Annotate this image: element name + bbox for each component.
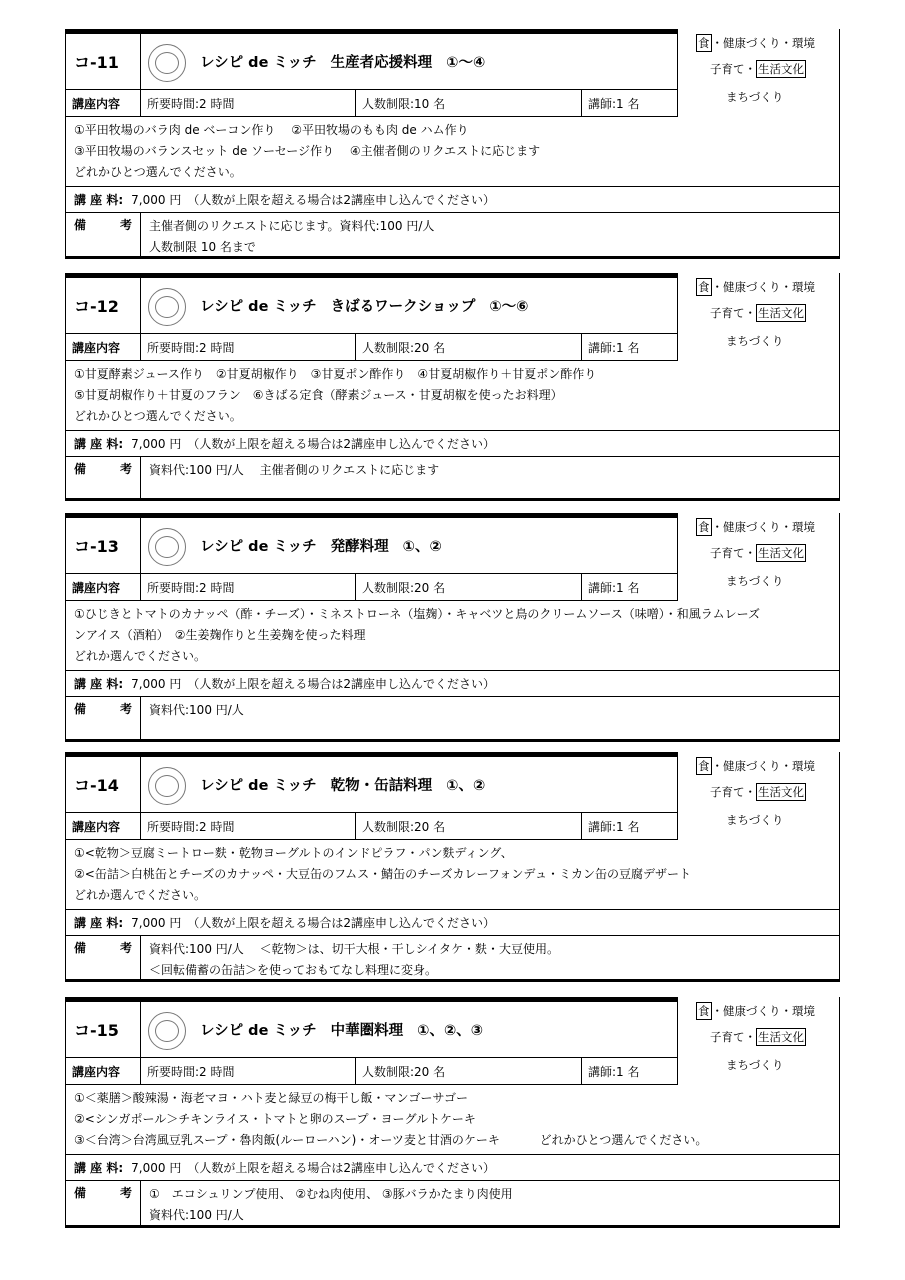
info-label: 講座内容 (66, 813, 141, 839)
fee-amount: 7,000 円 (131, 916, 182, 930)
course-content (66, 840, 839, 910)
info-teacher: 講師:1 名 (582, 813, 679, 839)
fee-label: 講 座 料: (74, 1161, 124, 1175)
tag-health: ・健康づくり・環境 (711, 759, 815, 773)
tag-community: まちづくり (726, 90, 784, 104)
tag-culture: 生活文化 (758, 785, 804, 799)
course-notes (66, 697, 839, 739)
category-tags (677, 29, 839, 117)
course-code: コ-11 (66, 34, 141, 89)
course-content (66, 117, 839, 187)
notes-text (141, 1181, 839, 1229)
course-name: 発酵料理 (330, 539, 389, 555)
course-notes (66, 213, 839, 256)
tag-community: まちづくり (726, 334, 784, 348)
course-name: 生産者応援料理 (330, 55, 433, 71)
course-fee (66, 910, 839, 936)
fee-amount: 7,000 円 (131, 437, 182, 451)
course-content-line: どれかひとつ選んでください。 (74, 409, 242, 423)
tag-health: ・健康づくり・環境 (711, 1004, 815, 1018)
info-capacity: 人数制限:10 名 (356, 90, 582, 116)
course-title (200, 34, 499, 89)
info-label: 講座内容 (66, 90, 141, 116)
course-fee (66, 431, 839, 457)
fee-amount: 7,000 円 (131, 1161, 182, 1175)
course-title (200, 1002, 497, 1057)
fee-note: （人数が上限を超える場合は2講座申し込んでください） (187, 193, 495, 207)
course-title (200, 518, 456, 573)
tag-food: 食 (698, 759, 710, 773)
info-label: 講座内容 (66, 334, 141, 360)
course-title (200, 757, 499, 812)
notes-label: 備 考 (66, 457, 141, 498)
notes-label: 備 考 (66, 213, 141, 256)
category-tags (677, 997, 839, 1085)
course-content-line: ①＜薬膳＞酸辣湯・海老マヨ・ハト麦と緑豆の梅干し飯・マンゴーサゴー (74, 1091, 469, 1105)
course-content-line: ⑤甘夏胡椒作り＋甘夏のフラン ⑥きばる定食（酵素ジュース・甘夏胡椒を使ったお料理） (74, 388, 563, 402)
notes-label: 備 考 (66, 1181, 141, 1225)
course-note-line: ＜回転備蓄の缶詰＞を使っておもてなし料理に変身。 (149, 963, 438, 977)
tag-community: まちづくり (726, 813, 784, 827)
tag-health: ・健康づくり・環境 (711, 36, 815, 50)
fee-amount: 7,000 円 (131, 193, 182, 207)
course-name: 中華圏料理 (330, 1023, 404, 1039)
course-card (65, 752, 840, 982)
course-code: コ-12 (66, 278, 141, 333)
info-teacher: 講師:1 名 (582, 90, 679, 116)
tag-food: 食 (698, 36, 710, 50)
course-code: コ-14 (66, 757, 141, 812)
info-label: 講座内容 (66, 1058, 141, 1084)
tag-culture: 生活文化 (758, 306, 804, 320)
tag-parenting: 子育て・ (710, 306, 756, 320)
info-teacher: 講師:1 名 (582, 574, 679, 600)
notes-text (141, 213, 839, 261)
course-numbers: ①〜④ (446, 55, 486, 71)
course-card (65, 273, 840, 501)
info-teacher: 講師:1 名 (582, 1058, 679, 1084)
fee-note: （人数が上限を超える場合は2講座申し込んでください） (187, 677, 495, 691)
tag-culture: 生活文化 (758, 1030, 804, 1044)
course-card (65, 513, 840, 742)
fee-note: （人数が上限を超える場合は2講座申し込んでください） (187, 437, 495, 451)
recipe-logo-icon (148, 767, 186, 805)
course-name: 乾物・缶詰料理 (330, 778, 433, 794)
recipe-logo-icon (148, 44, 186, 82)
tag-community: まちづくり (726, 1058, 784, 1072)
notes-label: 備 考 (66, 697, 141, 739)
info-time: 所要時間:2 時間 (141, 1058, 356, 1084)
course-numbers: ①、② (402, 539, 442, 555)
course-content-line: ①ひじきとトマトのカナッペ（酢・チーズ）・ミネストローネ（塩麹）・キャベツと鳥のクリームソース（味噌）・和風ラムレーズ (74, 607, 761, 621)
info-time: 所要時間:2 時間 (141, 574, 356, 600)
course-content-line: どれかひとつ選んでください。 (74, 165, 242, 179)
course-content (66, 361, 839, 431)
category-tags (677, 273, 839, 361)
notes-text (141, 697, 839, 724)
tag-food: 食 (698, 1004, 710, 1018)
recipe-logo-icon (148, 288, 186, 326)
course-fee (66, 187, 839, 213)
tag-community: まちづくり (726, 574, 784, 588)
course-series: レシピ de ミッチ (200, 539, 317, 555)
recipe-logo-icon (148, 1012, 186, 1050)
course-notes (66, 457, 839, 498)
fee-label: 講 座 料: (74, 916, 124, 930)
info-capacity: 人数制限:20 名 (356, 1058, 582, 1084)
course-code: コ-15 (66, 1002, 141, 1057)
info-capacity: 人数制限:20 名 (356, 334, 582, 360)
course-numbers: ①、② (446, 778, 486, 794)
course-content-line: ンアイス（酒粕） ②生姜麹作りと生姜麹を使った料理 (74, 628, 366, 642)
fee-note: （人数が上限を超える場合は2講座申し込んでください） (187, 1161, 495, 1175)
info-capacity: 人数制限:20 名 (356, 574, 582, 600)
info-time: 所要時間:2 時間 (141, 813, 356, 839)
course-content-line: どれか選んでください。 (74, 888, 207, 902)
fee-label: 講 座 料: (74, 193, 124, 207)
notes-text (141, 936, 839, 984)
info-capacity: 人数制限:20 名 (356, 813, 582, 839)
tag-health: ・健康づくり・環境 (711, 280, 815, 294)
course-content-line: ①平田牧場のバラ肉 de ベーコン作り ②平田牧場のもも肉 de ハム作り (74, 123, 469, 137)
course-fee (66, 1155, 839, 1181)
tag-food: 食 (698, 280, 710, 294)
course-content-line: ②<缶詰＞白桃缶とチーズのカナッペ・大豆缶のフムス・鯖缶のチーズカレーフォンデュ・ミカン缶の豆腐デザート (74, 867, 691, 881)
course-content (66, 601, 839, 671)
recipe-logo-icon (148, 528, 186, 566)
course-content-line: どれか選んでください。 (74, 649, 207, 663)
tag-parenting: 子育て・ (710, 1030, 756, 1044)
course-series: レシピ de ミッチ (200, 55, 317, 71)
notes-text (141, 457, 839, 484)
info-time: 所要時間:2 時間 (141, 90, 356, 116)
course-content-line: ③平田牧場のバランスセット de ソーセージ作り ④主催者側のリクエストに応じます (74, 144, 541, 158)
tag-parenting: 子育て・ (710, 546, 756, 560)
course-card (65, 997, 840, 1228)
fee-amount: 7,000 円 (131, 677, 182, 691)
tag-culture: 生活文化 (758, 546, 804, 560)
course-fee (66, 671, 839, 697)
course-series: レシピ de ミッチ (200, 299, 317, 315)
course-card (65, 29, 840, 259)
course-note-line: 資料代:100 円/人 ＜乾物＞は、切干大根・干しシイタケ・麩・大豆使用。 (149, 942, 560, 956)
category-tags (677, 513, 839, 601)
course-code: コ-13 (66, 518, 141, 573)
course-name: きばるワークショップ (330, 299, 476, 315)
tag-culture: 生活文化 (758, 62, 804, 76)
course-content-line: ①<乾物＞豆腐ミートロー麩・乾物ヨーグルトのインドピラフ・パン麩ディング、 (74, 846, 513, 860)
fee-label: 講 座 料: (74, 437, 124, 451)
course-note-line: 人数制限 10 名まで (149, 240, 256, 254)
course-content-line: ①甘夏酵素ジュース作り ②甘夏胡椒作り ③甘夏ポン酢作り ④甘夏胡椒作り＋甘夏ポン酢作り (74, 367, 597, 381)
fee-note: （人数が上限を超える場合は2講座申し込んでください） (187, 916, 495, 930)
tag-parenting: 子育て・ (710, 62, 756, 76)
course-note-line: 資料代:100 円/人 主催者側のリクエストに応じます (149, 463, 440, 477)
course-series: レシピ de ミッチ (200, 778, 317, 794)
info-teacher: 講師:1 名 (582, 334, 679, 360)
category-tags (677, 752, 839, 840)
course-series: レシピ de ミッチ (200, 1023, 317, 1039)
course-numbers: ①〜⑥ (489, 299, 529, 315)
course-content-line: ②<シンガポール＞チキンライス・トマトと卵のスープ・ヨーグルトケーキ (74, 1112, 476, 1126)
tag-parenting: 子育て・ (710, 785, 756, 799)
course-numbers: ①、②、③ (417, 1023, 484, 1039)
course-note-line: 主催者側のリクエストに応じます。資料代:100 円/人 (149, 219, 435, 233)
course-note-line: 資料代:100 円/人 (149, 703, 244, 717)
course-note-line: 資料代:100 円/人 (149, 1208, 244, 1222)
course-content (66, 1085, 839, 1155)
course-content-line: ③＜台湾＞台湾風豆乳スープ・魯肉飯(ルーローハン)・オーツ麦と甘酒のケーキ どれかひとつ選んでください。 (74, 1133, 708, 1147)
info-time: 所要時間:2 時間 (141, 334, 356, 360)
course-note-line: ① エコシュリンプ使用、 ②むね肉使用、 ③豚バラかたまり肉使用 (149, 1187, 513, 1201)
tag-health: ・健康づくり・環境 (711, 520, 815, 534)
course-notes (66, 936, 839, 979)
course-title (200, 278, 542, 333)
info-label: 講座内容 (66, 574, 141, 600)
fee-label: 講 座 料: (74, 677, 124, 691)
notes-label: 備 考 (66, 936, 141, 979)
course-notes (66, 1181, 839, 1225)
tag-food: 食 (698, 520, 710, 534)
